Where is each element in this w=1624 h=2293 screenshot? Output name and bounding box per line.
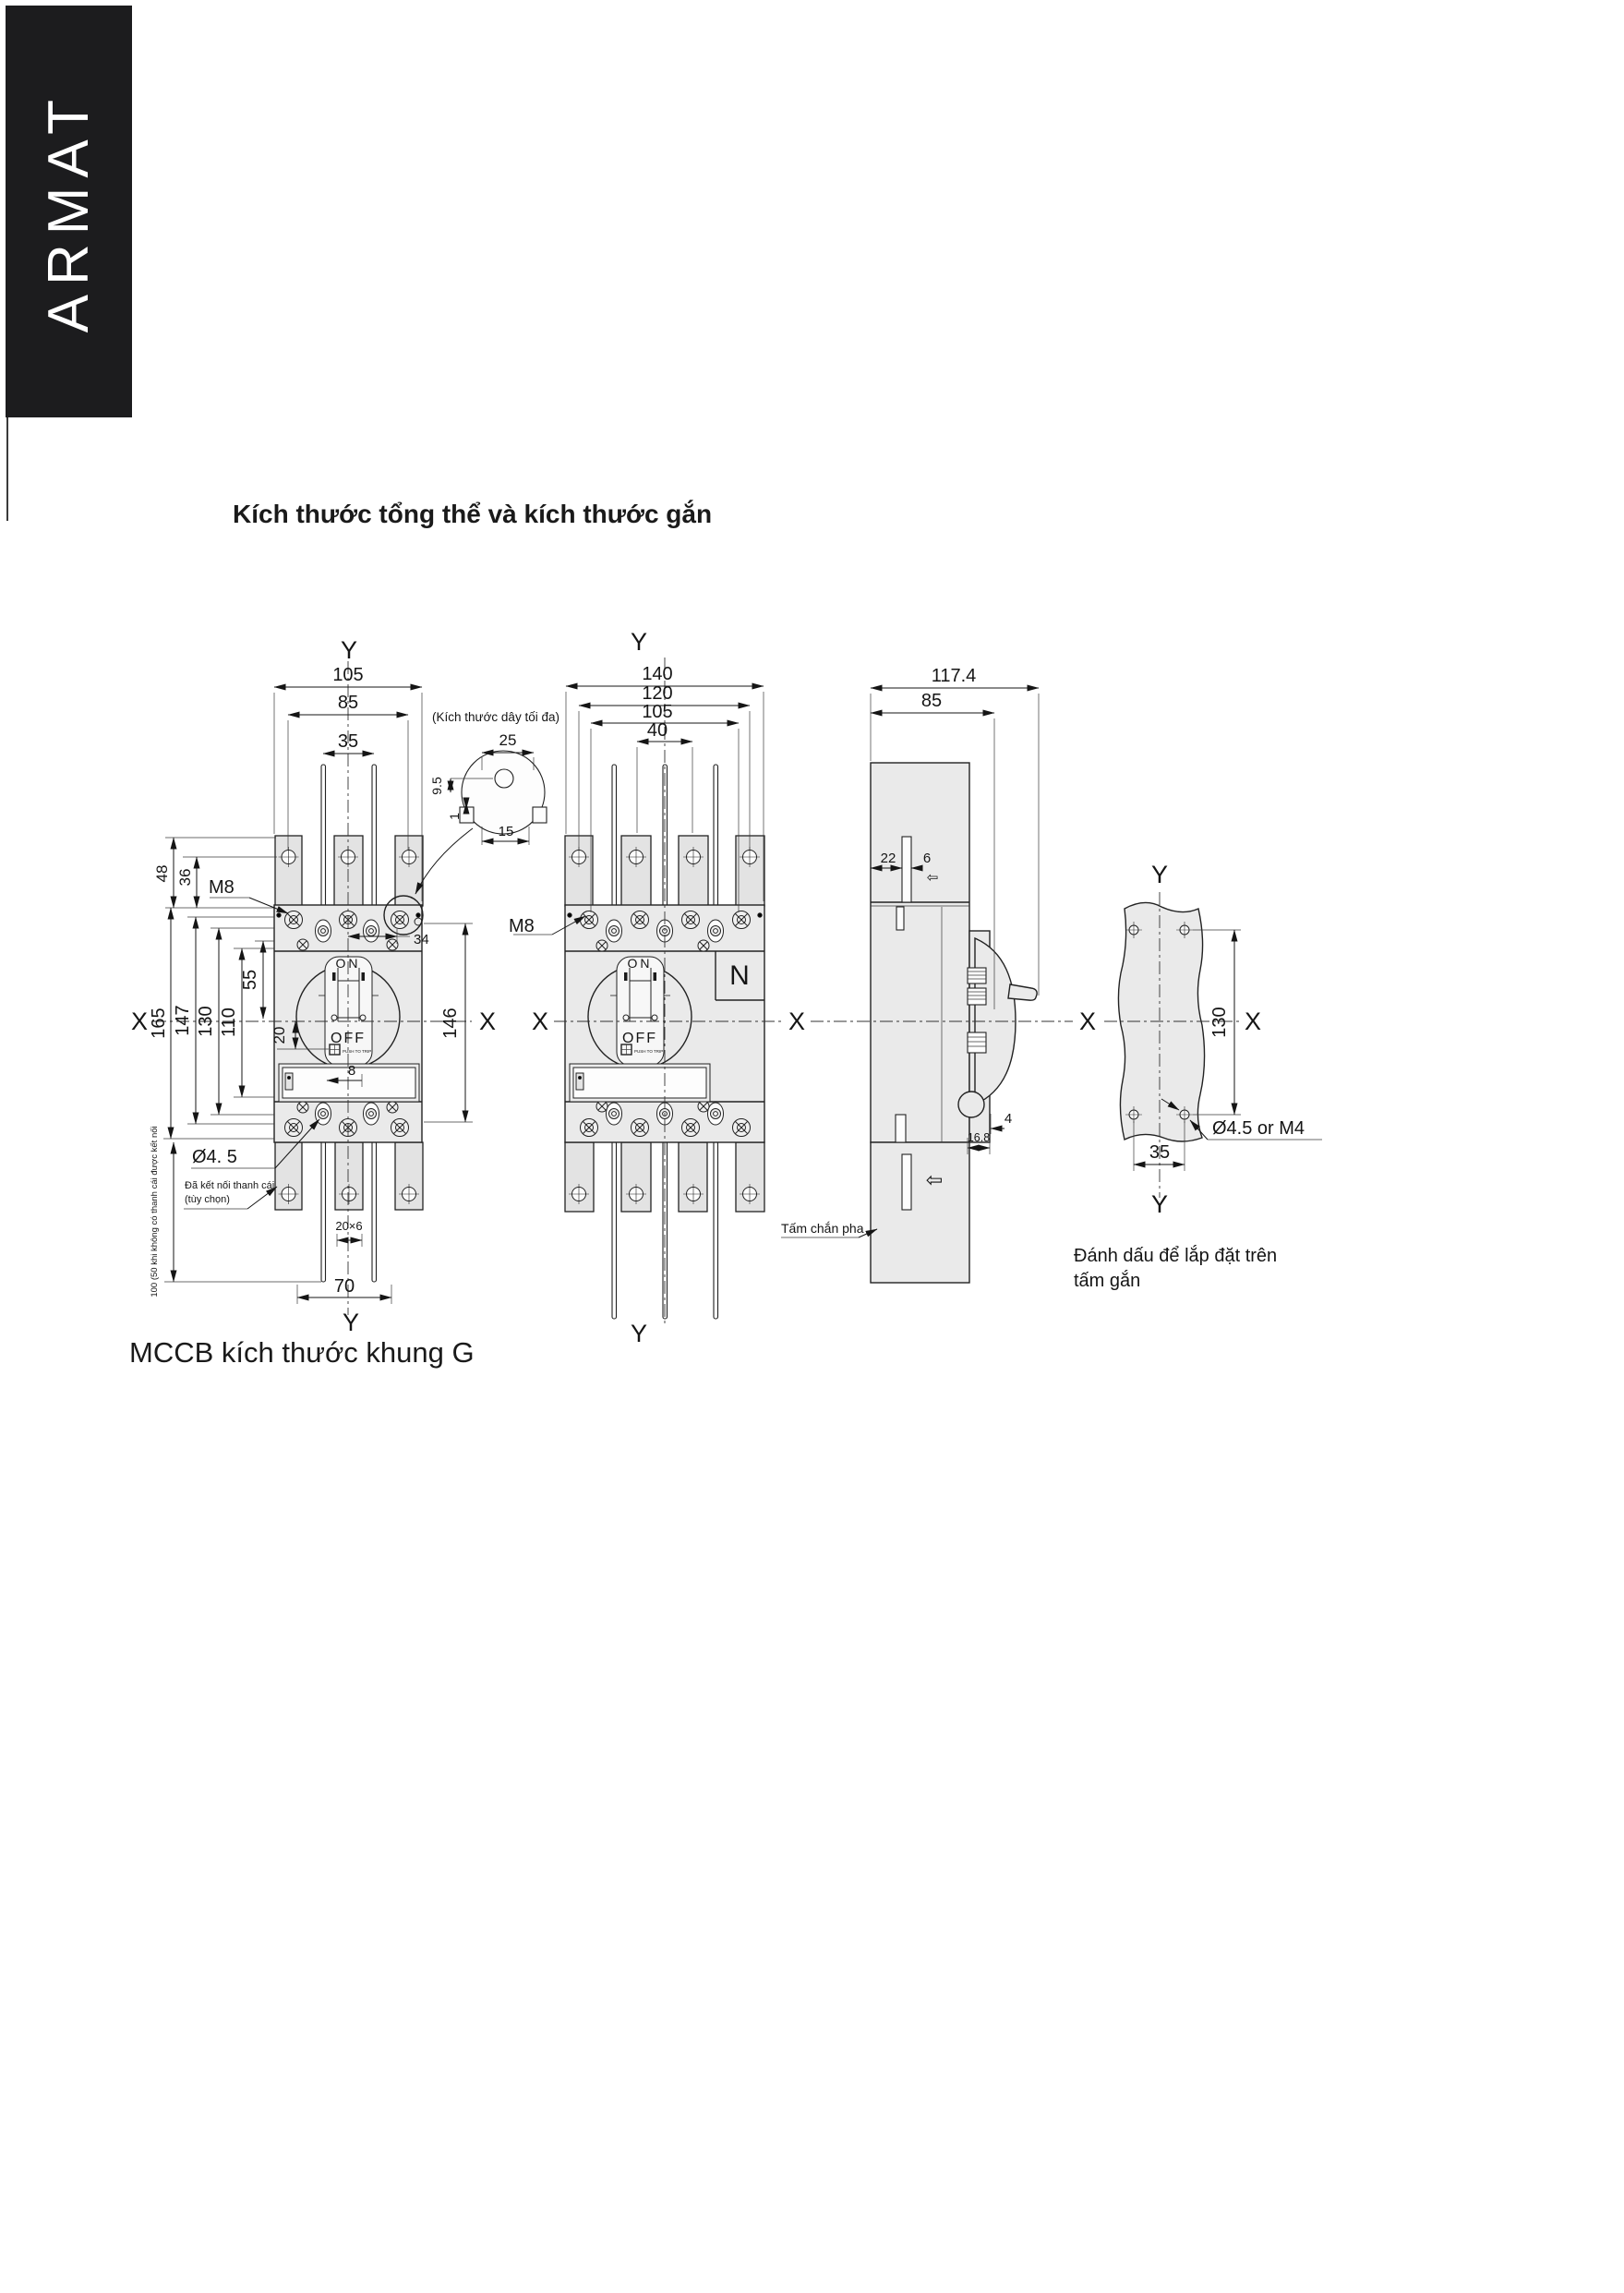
thread-m8-4p: M8	[509, 916, 535, 936]
dim-130-plate: 130	[1209, 1007, 1230, 1038]
dim-4: 4	[1004, 1111, 1013, 1127]
dim-22: 22	[880, 851, 896, 866]
mounting-plate-view	[1074, 861, 1322, 1291]
dim-105-3p: 105	[332, 665, 364, 685]
dim-40: 40	[646, 720, 668, 741]
dim-85-side: 85	[920, 691, 943, 711]
thread-m8-3p: M8	[209, 877, 235, 898]
dim-35-3p: 35	[337, 731, 359, 752]
dim-6: 6	[922, 851, 932, 866]
neutral-pole-label: N	[729, 960, 750, 991]
dim-34: 34	[414, 932, 429, 947]
slot-20x6: 20×6	[335, 1219, 363, 1233]
wire-note: (Kích thước dây tối đa)	[432, 710, 559, 724]
busbar-note-1: Đã kết nối thanh cái	[185, 1180, 275, 1191]
page-title: Kích thước tổng thể và kích thước gắn	[233, 500, 713, 528]
figure-caption: MCCB kích thước khung G	[129, 1336, 475, 1369]
arrow-glyph-bottom: ⇦	[925, 1168, 944, 1191]
dim-35-plate: 35	[1149, 1142, 1171, 1163]
height-note: 100 (50 khi không có thanh cái được kết nối	[150, 1126, 160, 1297]
dim-25: 25	[499, 731, 517, 749]
hole-dia-label: Ø4. 5	[192, 1147, 237, 1167]
axis-x-left-4p: X	[531, 1008, 549, 1035]
plate-hole-label: Ø4.5 or M4	[1212, 1118, 1305, 1139]
push-to-trip-4p: PUSH TO TRIP	[634, 1049, 664, 1054]
axis-y-top-4p: Y	[630, 628, 648, 656]
phase-barrier-note: Tấm chắn pha	[781, 1221, 864, 1236]
dim-36: 36	[176, 868, 194, 887]
dim-85-3p: 85	[337, 693, 359, 713]
busbar-note-2: (tùy chọn)	[185, 1194, 230, 1205]
dim-165: 165	[149, 1008, 169, 1039]
arrow-glyph-top: ⇦	[926, 870, 939, 886]
axis-x-right-plate: X	[1244, 1008, 1262, 1035]
dim-16-8: 16.8	[967, 1131, 991, 1144]
dim-48: 48	[153, 864, 171, 883]
toggle-on-3p: ON	[335, 956, 361, 971]
axis-y-bottom-3p: Y	[342, 1309, 360, 1336]
toggle-on-4p: ON	[627, 956, 653, 971]
toggle-off-4p: OFF	[622, 1031, 657, 1046]
dim-55: 55	[240, 969, 260, 991]
dim-110: 110	[219, 1008, 239, 1037]
dim-15: 15	[498, 824, 514, 839]
dim-8: 8	[347, 1063, 356, 1079]
axis-x-left-3p: X	[130, 1008, 149, 1035]
side-view	[781, 666, 1073, 1283]
front-view-3pole	[131, 636, 496, 1336]
dim-117-4: 117.4	[931, 666, 977, 686]
axis-x-right-3p: X	[478, 1008, 497, 1035]
plate-caption-line2: tấm gắn	[1074, 1271, 1141, 1291]
axis-x-left-plate: X	[1078, 1008, 1097, 1035]
axis-y-top-3p: Y	[340, 636, 358, 664]
dim-120: 120	[642, 683, 673, 704]
plate-caption-line1: Đánh dấu để lắp đặt trên	[1074, 1246, 1278, 1266]
front-view-4pole	[509, 628, 805, 1347]
dim-1: 1	[447, 813, 462, 820]
dim-147: 147	[173, 1005, 193, 1036]
axis-y-bottom-4p: Y	[630, 1320, 648, 1347]
dim-146: 146	[440, 1008, 461, 1039]
dim-9-5: 9.5	[429, 777, 444, 795]
dim-105-4p: 105	[642, 702, 673, 722]
dim-140: 140	[642, 664, 673, 684]
brand-name: ARMAT	[37, 90, 101, 333]
dim-130-3p: 130	[196, 1006, 216, 1037]
axis-x-right-4p: X	[788, 1008, 806, 1035]
dim-70: 70	[333, 1276, 355, 1297]
axis-y-bottom-plate: Y	[1150, 1190, 1169, 1218]
dim-20: 20	[271, 1026, 288, 1044]
push-to-trip-3p: PUSH TO TRIP	[343, 1049, 372, 1054]
toggle-off-3p: OFF	[331, 1031, 366, 1046]
axis-y-top-plate: Y	[1150, 861, 1169, 888]
